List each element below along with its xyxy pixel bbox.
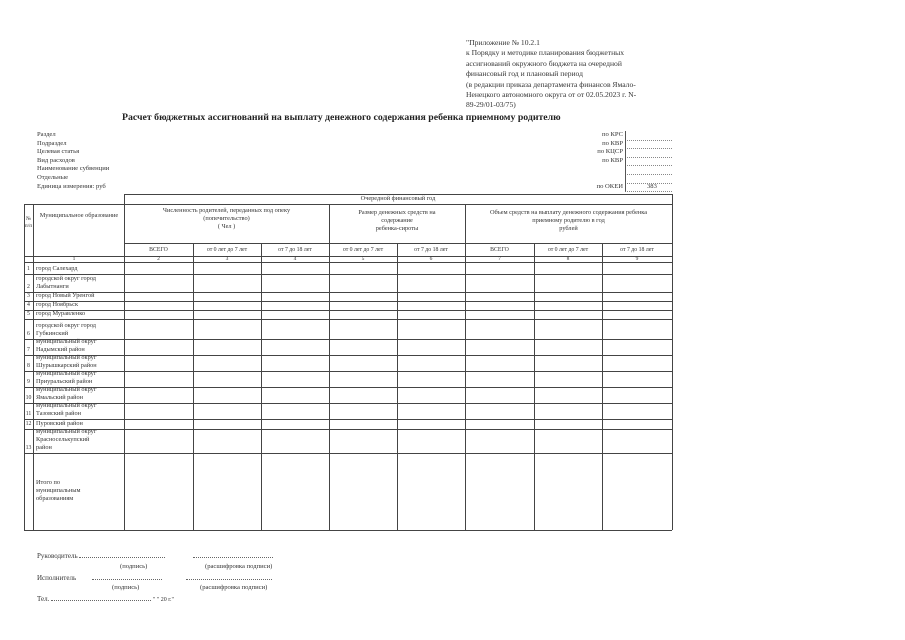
col-number: 1 [72, 256, 76, 262]
rule-h [124, 243, 672, 244]
exec-signature-hint: (подпись) [112, 584, 140, 591]
row-name: город Муравленко [36, 310, 86, 317]
rule-h [124, 204, 672, 205]
phone-line [37, 595, 174, 603]
row-number: 11 [25, 411, 32, 417]
col-number: 5 [361, 256, 365, 262]
code-row [555, 183, 673, 192]
group3-header-line: Объем средств на выплату денежного содержания ребенка [489, 209, 648, 216]
row-name: муниципальный округ [36, 370, 97, 377]
row-number: 7 [27, 347, 30, 353]
code-row [555, 140, 673, 149]
col-number: 4 [293, 256, 297, 262]
row-name: Приуральский район [36, 378, 93, 385]
rule-h [24, 319, 672, 320]
row-number: 12 [25, 421, 32, 427]
rule-v [33, 204, 34, 530]
appendix-line: Ненецкого автономного округа от от 02.05.2023 г. N- [466, 90, 637, 100]
meta-label: Подраздел [37, 139, 67, 147]
appendix-note [466, 38, 676, 111]
head-decode-hint: (расшифровка подписи) [205, 563, 273, 570]
group2-header-line: содержание [381, 217, 413, 224]
row-name: муниципальный округ [36, 402, 97, 409]
row-name: город Новый Уренгой [36, 292, 95, 299]
row-name: образованиям [36, 495, 74, 502]
meta-label: Отдельные [37, 173, 69, 181]
col-number: 6 [429, 256, 433, 262]
code-row [555, 174, 673, 183]
code-row [555, 165, 673, 174]
code-row [555, 148, 673, 157]
col-number: 3 [225, 256, 229, 262]
row-number: 13 [25, 445, 32, 451]
code-row [555, 157, 673, 166]
group1-header-line: Численность родителей, переданных под опеку [162, 207, 291, 214]
rule-h [24, 530, 672, 531]
row-name: Шурышкарский район [36, 362, 97, 369]
group1-header-line: (попечительство) [203, 215, 250, 222]
col-num-header: № п/п [24, 216, 33, 229]
meta-label: Единица измерения: руб [37, 182, 106, 190]
row-number: 2 [27, 284, 30, 290]
document-title: Расчет бюджетных ассигнований на выплату денежного содержания ребенка приемному родителю [122, 112, 561, 123]
group3-header-line: рублей [559, 225, 578, 232]
meta-labels [37, 131, 109, 191]
subcol-header: от 0 лет до 7 лет [342, 247, 384, 253]
meta-label: Вид расходов [37, 156, 75, 164]
group2-header-line: Размер денежных средств на [358, 209, 436, 216]
row-name: Надымский район [36, 346, 85, 353]
budget-table [24, 194, 672, 530]
row-number: 4 [27, 302, 30, 308]
subcol-header: от 7 до 18 лет [278, 247, 312, 253]
code-value: 383 [647, 182, 657, 190]
rule-h [24, 453, 672, 454]
group3-header-line: приемному родителю в год [532, 217, 605, 224]
date-text: " " 20 г." [152, 597, 174, 603]
head-label: Руководитель [37, 552, 78, 560]
meta-label: Раздел [37, 131, 56, 138]
row-number: 9 [27, 379, 30, 385]
appendix-line: к Порядку и методике планирования бюджетных [466, 48, 625, 58]
rule-v [124, 194, 125, 530]
row-name: город Ноябрьск [36, 301, 79, 308]
rule-v [672, 194, 673, 530]
appendix-line: "Приложение № 10.2.1 [466, 38, 540, 47]
appendix-line: 89-29/01-03/75) [466, 100, 516, 110]
appendix-line: (в редакции приказа департамента финансов Ямало- [466, 79, 636, 89]
row-name: муниципальный округ [36, 428, 97, 435]
col-mun-header: Муниципальное образование [39, 212, 119, 219]
exec-decode-hint: (расшифровка подписи) [200, 584, 268, 591]
exec-signature-line [37, 574, 272, 582]
code-row [555, 131, 673, 140]
row-name: городской округ город [36, 322, 96, 329]
code-label: по КВР [602, 156, 623, 164]
row-name: муниципальный округ [36, 338, 97, 345]
meta-label: Наименование субвенции [37, 165, 110, 173]
row-number: 1 [27, 266, 30, 272]
row-name: муниципальным [36, 487, 81, 494]
row-name: Губкинский [36, 330, 69, 337]
head-signature-hint: (подпись) [120, 563, 148, 570]
subcol-header: ВСЕГО [149, 247, 168, 253]
row-number: 6 [27, 331, 30, 337]
col-number: 2 [157, 256, 160, 262]
row-number: 3 [27, 293, 30, 299]
row-name: Лабытнанги [36, 283, 69, 290]
subcol-header: ВСЕГО [490, 247, 509, 253]
row-number: 5 [27, 311, 30, 317]
subcol-header: от 0 лет до 7 лет [206, 247, 248, 253]
row-number: 10 [25, 395, 32, 401]
row-name: Тазовский район [36, 410, 82, 417]
code-boxes [555, 131, 673, 191]
phone-label: Тел. [37, 595, 50, 603]
head-signature-line [37, 552, 273, 560]
group1-header-line: ( Чел ) [217, 223, 236, 230]
appendix-line: ассигнований окружного бюджета на очередной [466, 58, 622, 68]
rule-h [24, 262, 672, 263]
rule-h [24, 204, 124, 205]
subcol-header: от 7 до 18 лет [620, 247, 654, 253]
subcol-header: от 7 до 18 лет [414, 247, 448, 253]
row-name: город Салехард [36, 265, 78, 272]
meta-label: Целевая статья [37, 148, 80, 156]
row-name: муниципальный округ [36, 386, 97, 393]
row-name: район [36, 444, 52, 451]
col-number: 9 [635, 256, 639, 262]
code-label: по КРС [601, 131, 623, 138]
group2-header-line: ребенка-сироты [375, 225, 419, 232]
code-label: по КВР [602, 139, 623, 147]
row-number: 8 [27, 363, 30, 369]
appendix-line: финансовый год и плановый период [466, 69, 583, 79]
subcol-header: от 0 лет до 7 лет [547, 247, 589, 253]
exec-label: Исполнитель [37, 574, 77, 582]
header-top: Очередной финансовый год [360, 195, 436, 202]
row-name: городской округ город [36, 275, 96, 282]
row-name: Ямальский район [36, 394, 84, 401]
code-label: по КЦСР [597, 148, 623, 156]
col-number: 7 [498, 256, 501, 262]
row-name: Красноселькупский [36, 436, 90, 443]
row-name: Итого по [36, 479, 61, 486]
row-name: Пуровский район [36, 420, 83, 427]
col-number: 8 [566, 256, 570, 262]
code-label: по ОКЕИ [596, 182, 623, 190]
row-name: муниципальный округ [36, 354, 97, 361]
